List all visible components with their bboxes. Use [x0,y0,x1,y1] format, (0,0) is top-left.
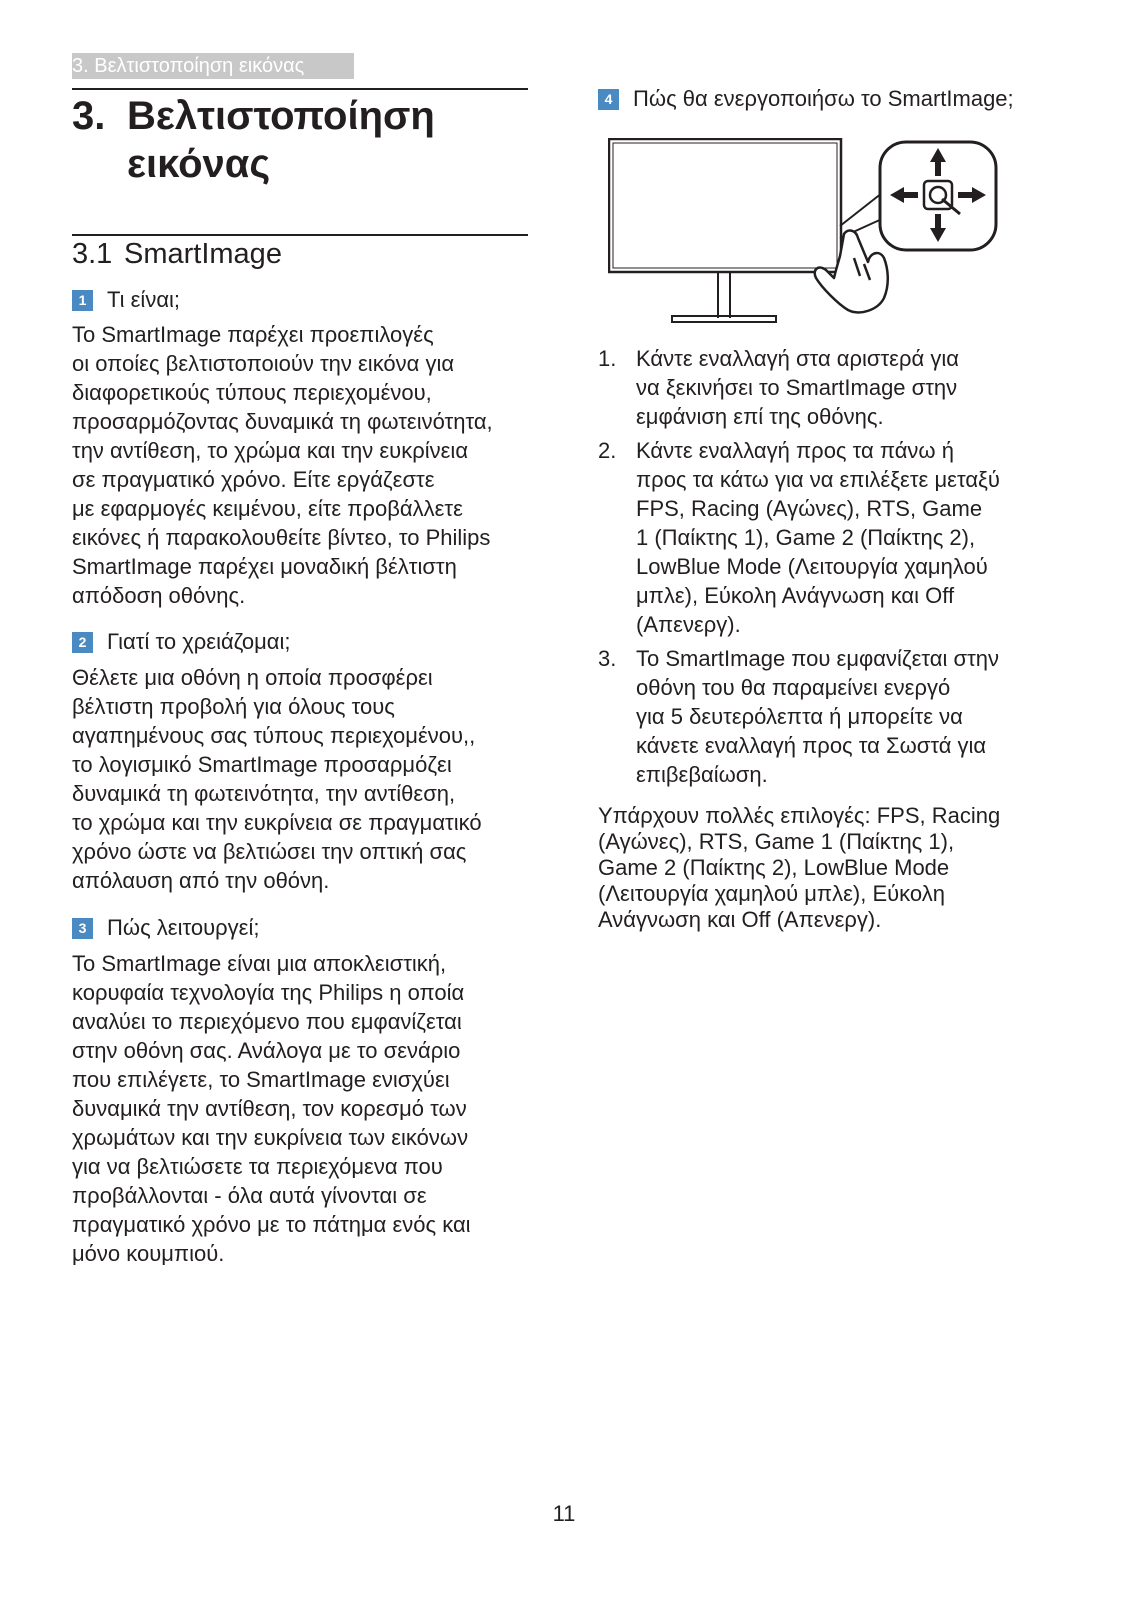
text-line: εικόνες ή παρακολουθείτε βίντεο, το Philips [72,525,491,550]
text-line: στην οθόνη σας. Ανάλογα με το σενάριο [72,1038,461,1063]
text-line: επιβεβαίωση. [636,762,768,787]
text-line: για να βελτιώσετε τα περιεχόμενα που [72,1154,443,1179]
step-number: 3. [598,646,617,671]
chapter-title-line: εικόνας [127,142,271,186]
list-item [598,344,1068,431]
section-title-text: SmartImage [124,238,282,270]
text-line: την αντίθεση, το χρώμα και την ευκρίνεια [72,438,469,463]
text-line: κάνετε εναλλαγή προς τα Σωστά για [636,733,987,758]
step-number: 1. [598,346,617,371]
text-line: απόλαυση από την οθόνη. [72,868,330,893]
text-line: Το SmartImage παρέχει προεπιλογές [72,322,434,347]
text-line: εμφάνιση επί της οθόνης. [636,404,884,429]
text-line: προς τα κάτω για να επιλέξετε μεταξύ [636,467,1000,492]
text-line: για 5 δευτερόλεπτα ή μπορείτε να [636,704,963,729]
subsection-title: Γιατί το χρειάζομαι; [107,629,291,654]
text-line: δυναμικά τη φωτεινότητα, την αντίθεση, [72,781,456,806]
text-line: κορυφαία τεχνολογία της Philips η οποία [72,980,465,1005]
chapter-number: 3. [72,94,106,138]
paragraph-how [72,949,530,1268]
text-line: FPS, Racing (Αγώνες), RTS, Game [636,496,983,521]
text-line: το λογισμικό SmartImage προσαρμόζει [72,752,452,777]
text-line: προβάλλονται - όλα αυτά γίνονται σε [72,1183,427,1208]
subsection-heading-why [72,628,291,656]
text-line: βέλτιστη προβολή για όλους τους [72,694,395,719]
monitor-icon [609,139,841,322]
section-title [72,235,282,273]
options-note [598,803,1068,933]
text-line: που επιλέγετε, το SmartImage ενισχύει [72,1067,450,1092]
text-line: διαφορετικούς τύπους περιεχομένου, [72,380,432,405]
page-number: 11 [552,1501,576,1526]
text-line: Θέλετε μια οθόνη η οποία προσφέρει [72,665,433,690]
running-header-tab: 3. Βελτιστοποίηση εικόνας [72,53,354,79]
text-line: (Αγώνες), RTS, Game 1 (Παίκτης 1), [598,829,955,854]
monitor-joystick-illustration [608,138,1028,338]
text-line: απόδοση οθόνης. [72,583,246,608]
chapter-top-rule [72,88,528,90]
text-line: αγαπημένους σας τύπους περιεχομένου,, [72,723,476,748]
text-line: χρωμάτων και την ευκρίνεια των εικόνων [72,1125,469,1150]
subsection-title: Πώς λειτουργεί; [107,915,260,940]
text-line: αναλύει το περιεχόμενο που εμφανίζεται [72,1009,462,1034]
text-line: Ανάγνωση και Off (Απενεργ). [598,907,882,932]
text-line: (Λειτουργία χαμηλού μπλε), Εύκολη [598,881,945,906]
text-line: οι οποίες βελτιστοποιούν την εικόνα για [72,351,455,376]
text-line: 1 (Παίκτης 1), Game 2 (Παίκτης 2), [636,525,976,550]
step-number: 2. [598,438,617,463]
badge-number: 4 [598,89,619,110]
text-line: Κάντε εναλλαγή στα αριστερά για [636,346,959,371]
text-line: προσαρμόζοντας δυναμικά τη φωτεινότητα, [72,409,493,434]
chapter-title-text [127,92,527,188]
list-item [598,436,1068,639]
text-line: χρόνο ώστε να βελτιώσει την οπτική σας [72,839,467,864]
text-line: Το SmartImage που εμφανίζεται στην [636,646,1000,671]
text-line: SmartImage παρέχει μοναδική βέλτιστη [72,554,457,579]
badge-number: 2 [72,632,93,653]
joystick-button-icon [840,142,996,250]
text-line: LowBlue Mode (Λειτουργία χαμηλού [636,554,988,579]
text-line: σε πραγματικό χρόνο. Είτε εργάζεστε [72,467,435,492]
section-number: 3.1 [72,238,113,270]
text-line: (Απενεργ). [636,612,741,637]
text-line: οθόνη του θα παραμείνει ενεργό [636,675,951,700]
text-line: μόνο κουμπιού. [72,1241,225,1266]
badge-number: 1 [72,290,93,311]
text-line: Το SmartImage είναι μια αποκλειστική, [72,951,447,976]
subsection-title: Τι είναι; [107,287,181,312]
text-line: να ξεκινήσει το SmartImage στην [636,375,958,400]
text-line: πραγματικό χρόνο με το πάτημα ενός και [72,1212,471,1237]
activation-steps-list [598,344,1068,794]
subsection-heading-what [72,286,180,314]
text-line: με εφαρμογές κειμένου, είτε προβάλλετε [72,496,463,521]
subsection-heading-how [72,914,259,942]
text-line: Υπάρχουν πολλές επιλογές: FPS, Racing [598,803,1001,828]
subsection-title: Πώς θα ενεργοποιήσω το SmartImage; [633,86,1014,111]
badge-number: 3 [72,918,93,939]
text-line: Κάντε εναλλαγή προς τα πάνω ή [636,438,954,463]
text-line: δυναμικά την αντίθεση, τον κορεσμό των [72,1096,467,1121]
paragraph-what [72,320,530,610]
text-line: το χρώμα και την ευκρίνεια σε πραγματικό [72,810,482,835]
paragraph-why [72,663,530,895]
hand-pointer-icon [815,231,888,313]
text-line: μπλε), Εύκολη Ανάγνωση και Off [636,583,955,608]
list-item [598,644,1068,789]
text-line: Game 2 (Παίκτης 2), LowBlue Mode [598,855,950,880]
subsection-heading-activate [598,85,1014,113]
chapter-title-line: Βελτιστοποίηση [127,94,435,138]
